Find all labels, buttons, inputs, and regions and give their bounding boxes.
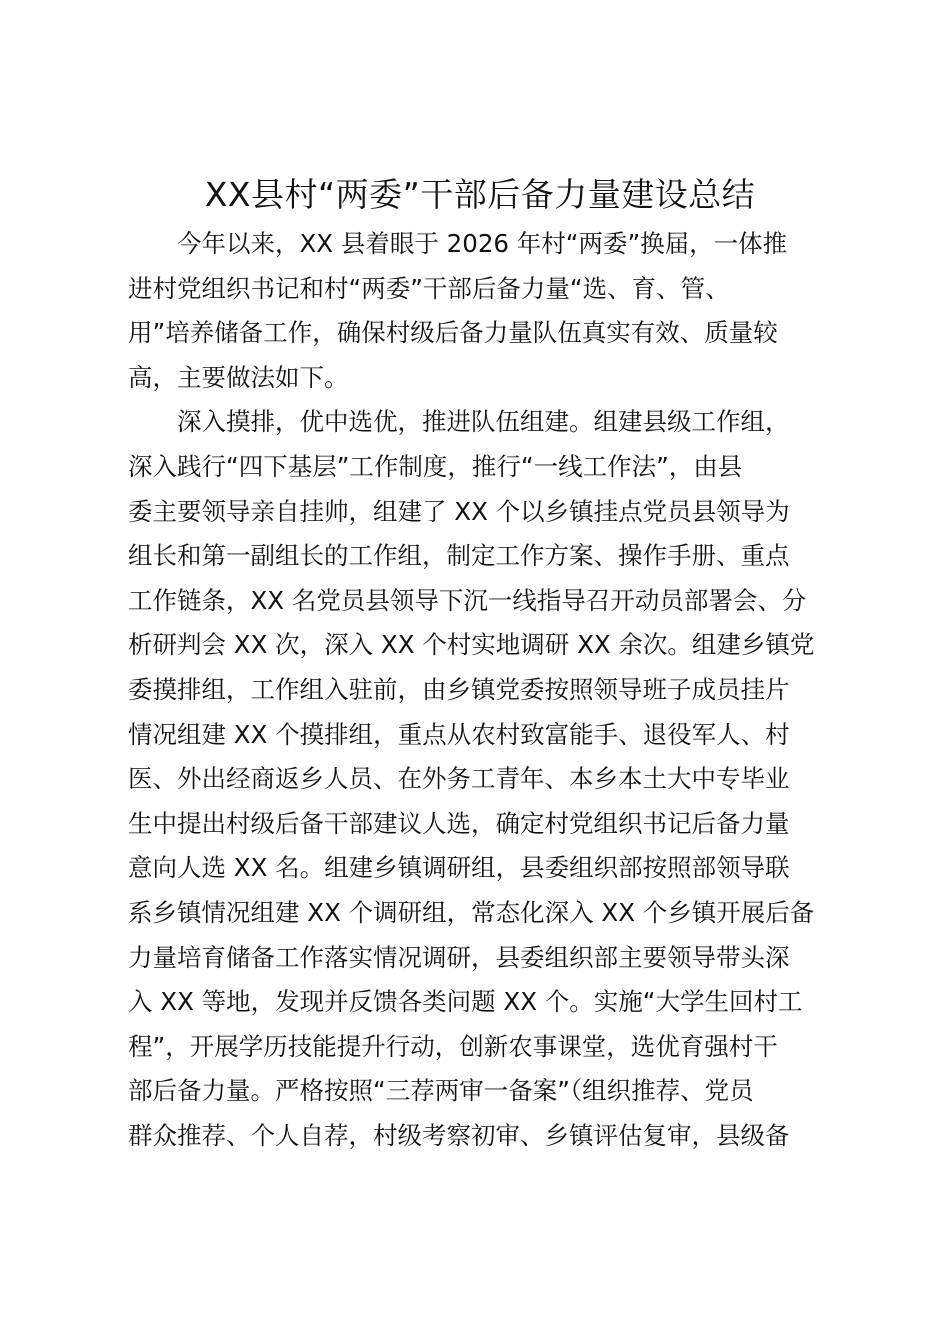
text-line: 生中提出村级后备干部建议人选，确定村党组织书记后备力量 — [128, 808, 790, 838]
text-line: 深入践行“四下基层”工作制度，推行“一线工作法”，由县 — [128, 451, 743, 481]
text-line: 意向人选 XX 名。组建乡镇调研组，县委组织部按照部领导联 — [128, 853, 790, 883]
text-line: 深入摸排，优中选优，推进队伍组建。组建县级工作组， — [177, 407, 790, 437]
document-title: XX县村“两委”干部后备力量建设总结 — [204, 175, 756, 214]
text-line: 进村党组织书记和村“两委”干部后备力量“选、育、管、 — [128, 273, 730, 303]
text-line: 析研判会 XX 次，深入 XX 个村实地调研 XX 余次。组建乡镇党 — [128, 630, 815, 660]
text-line: 工作链条，XX 名党员县领导下沉一线指导召开动员部署会、分 — [128, 585, 807, 615]
text-line: 系乡镇情况组建 XX 个调研组，常态化深入 XX 个乡镇开展后备 — [128, 897, 815, 927]
text-line: 委摸排组，工作组入驻前，由乡镇党委按照领导班子成员挂片 — [128, 674, 790, 704]
text-line: 力量培育储备工作落实情况调研，县委组织部主要领导带头深 — [128, 942, 790, 972]
text-line: 用”培养储备工作，确保村级后备力量队伍真实有效、质量较 — [128, 318, 778, 348]
text-line: 情况组建 XX 个摸排组，重点从农村致富能手、退役军人、村 — [128, 719, 790, 749]
text-line: 医、外出经商返乡人员、在外务工青年、本乡本土大中专毕业 — [128, 764, 790, 794]
text-line: 程”，开展学历技能提升行动，创新农事课堂，选优育强村干 — [128, 1031, 778, 1061]
document-body — [128, 222, 836, 1158]
paragraph-2 — [128, 400, 836, 1158]
text-line: 部后备力量。严格按照“三荐两审一备案”（组织推荐、党员 — [128, 1076, 754, 1106]
text-line: 高，主要做法如下。 — [128, 362, 349, 392]
text-line: 今年以来，XX 县着眼于 2026 年村“两委”换届，一体推 — [177, 229, 788, 258]
paragraph-1 — [128, 222, 836, 400]
text-line: 组长和第一副组长的工作组，制定工作方案、操作手册、重点 — [128, 541, 790, 571]
text-line: 群众推荐、个人自荐，村级考察初审、乡镇评估复审，县级备 — [128, 1120, 790, 1150]
text-line: 委主要领导亲自挂帅，组建了 XX 个以乡镇挂点党员县领导为 — [128, 496, 790, 526]
text-line: 入 XX 等地，发现并反馈各类问题 XX 个。实施“大学生回村工 — [128, 987, 803, 1017]
